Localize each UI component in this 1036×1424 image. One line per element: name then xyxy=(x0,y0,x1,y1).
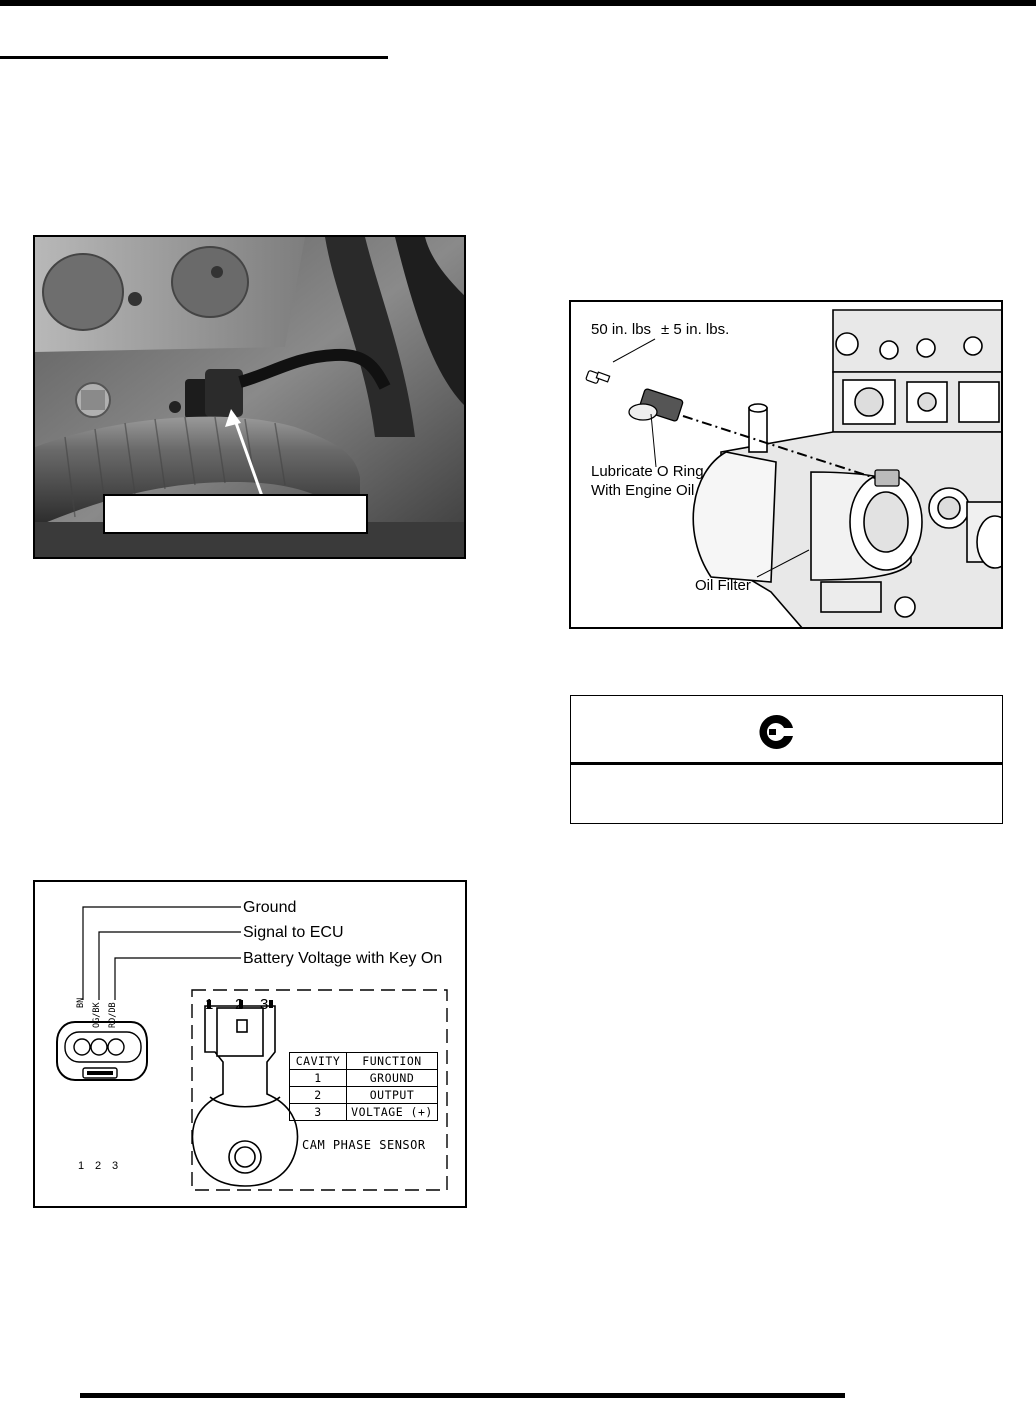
sensor-pin-3: 3 xyxy=(260,996,269,1013)
function-cell: VOLTAGE (+) xyxy=(347,1104,438,1121)
function-cell: GROUND xyxy=(347,1070,438,1087)
cavity-cell: 2 xyxy=(290,1087,347,1104)
voltage-lead-label: Battery Voltage with Key On xyxy=(243,950,443,967)
lubricate-label-line1: Lubricate O Ring xyxy=(591,463,704,480)
sensor-pin-1: 1 xyxy=(205,996,214,1013)
oil-filter-label: Oil Filter xyxy=(695,577,751,594)
table-row xyxy=(290,1070,438,1087)
note-box-separator xyxy=(571,762,1002,765)
connector-pin-3: 3 xyxy=(112,1160,119,1172)
cavity-header: CAVITY xyxy=(290,1053,347,1070)
wire-color-rd-db: RD/DB xyxy=(108,1002,118,1028)
cavity-cell: 3 xyxy=(290,1104,347,1121)
function-header: FUNCTION xyxy=(347,1053,438,1070)
signal-lead-label: Signal to ECU xyxy=(243,924,344,941)
cavity-cell: 1 xyxy=(290,1070,347,1087)
connector-pin-2: 2 xyxy=(95,1160,102,1172)
sensor-location-photo xyxy=(33,235,466,559)
photo-callout-box xyxy=(103,494,368,534)
footer-rule xyxy=(80,1393,845,1398)
cam-sensor-wiring-figure xyxy=(33,880,467,1208)
table-row xyxy=(290,1087,438,1104)
cavity-function-table xyxy=(289,1052,438,1121)
header-top-rule xyxy=(0,0,1036,6)
torque-value-label: 50 in. lbs xyxy=(591,321,652,338)
wire-color-og-bk: OG/BK xyxy=(92,1002,102,1028)
ground-lead-label: Ground xyxy=(243,899,297,916)
torque-tolerance-label: ± 5 in. lbs. xyxy=(661,321,730,338)
photo-callout-text xyxy=(105,496,366,516)
function-cell: OUTPUT xyxy=(347,1087,438,1104)
torque-note-box xyxy=(570,695,1003,824)
table-row xyxy=(290,1104,438,1121)
sensor-pin-2: 2 xyxy=(235,996,244,1013)
sensor-caption: CAM PHASE SENSOR xyxy=(302,1138,426,1152)
wrench-icon xyxy=(757,712,797,752)
header-section-rule xyxy=(0,56,388,59)
connector-pin-1: 1 xyxy=(78,1160,85,1172)
wire-color-bn: BN xyxy=(76,997,86,1008)
lubricate-label-line2: With Engine Oil xyxy=(591,482,695,499)
sensor-install-figure xyxy=(569,300,1003,629)
